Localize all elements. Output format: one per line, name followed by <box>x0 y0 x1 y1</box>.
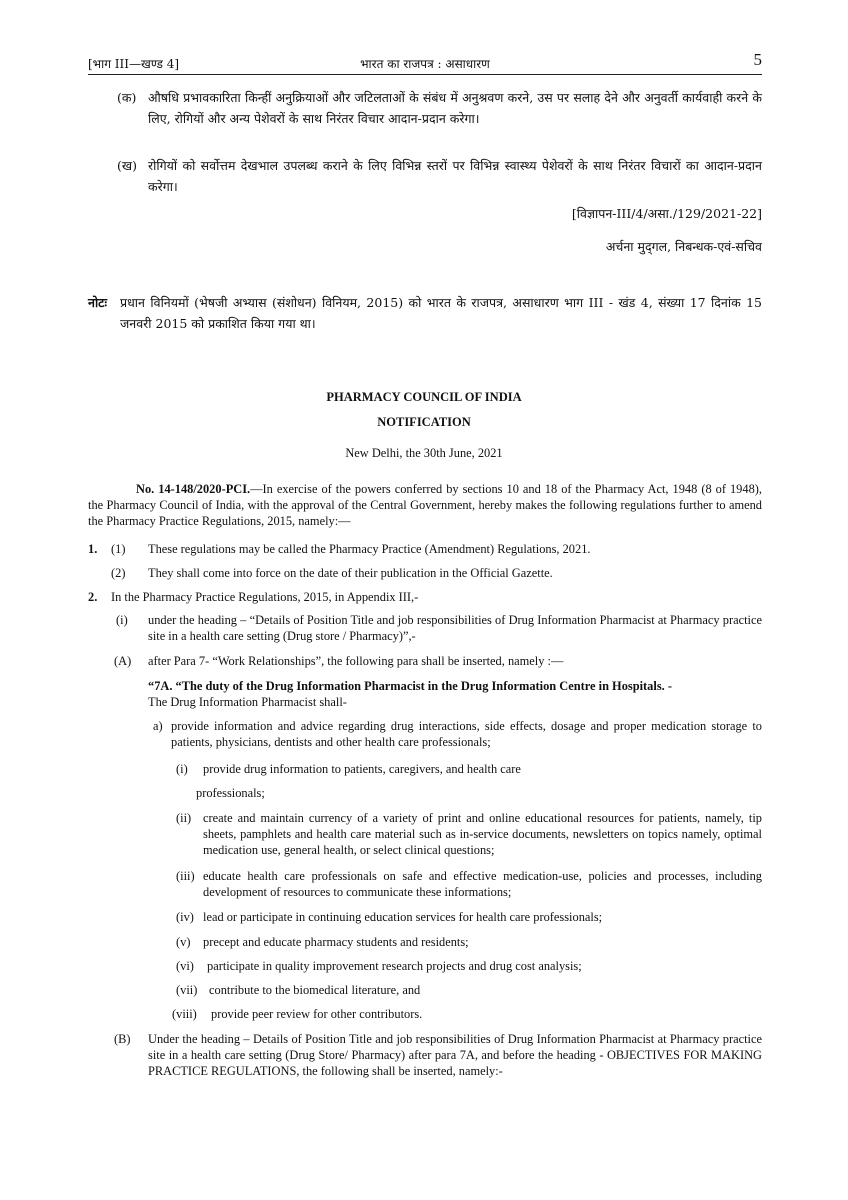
notification-title: NOTIFICATION <box>377 415 471 429</box>
header-divider <box>88 74 762 75</box>
roman-item-ii-label: (ii) <box>176 811 192 825</box>
item-a-label: a) <box>153 719 163 733</box>
roman-item-v-text: precept and educate pharmacy students and residents; <box>203 935 469 949</box>
note-label: नोटः <box>88 295 108 310</box>
roman-item-iv-label: (iv) <box>176 910 194 924</box>
hindi-item-ka-text: औषधि प्रभावकारिता किन्हीं अनुक्रियाओं और जटिलताओं के संबंध में अनुश्रवण करने, उस पर सलाह देने और अनुवर्ती कार्यवाही करने के लिए, रोगियों और अन्य पेशेवरों के साथ निरंतर विचार आदान-प्रदान करेगा। <box>148 90 762 126</box>
roman-item-v-label: (v) <box>176 935 191 949</box>
roman-item-ii-text: create and maintain currency of a variety of print and online educational resources for patients, namely, tip sheets, pamphlets and health care material such as in-service documents, newsletters on topics namely, optimal medication use, general health, or select clinical questions; <box>203 811 762 857</box>
clause-2-B-label: (B) <box>114 1032 131 1046</box>
item-a-text: provide information and advice regarding drug interactions, side effects, dosage and proper medication storage to patients, physicians, dentists and other health care professionals; <box>171 719 762 749</box>
clause-2-B-text: Under the heading – Details of Position Title and job responsibilities of Drug Information Pharmacist at Pharmacy practice site in a health care setting (Drug Store/ Pharmacy) after para 7A, and before the heading - OBJECTIVES FOR MAKING PRACTICE REGULATIONS, the following shall be inserted, namely:- <box>148 1032 762 1078</box>
roman-item-viii-text: provide peer review for other contributors. <box>211 1007 423 1021</box>
clause-2-A-label: (A) <box>114 654 132 668</box>
hindi-item-kha-text: रोगियों को सर्वोत्तम देखभाल उपलब्ध कराने के लिए विभिन्न स्तरों पर विभिन्न स्वास्थ्य पेशेवरों के साथ निरंतर विचारों का आदान-प्रदान करेगा। <box>148 158 762 194</box>
roman-item-i-text: provide drug information to patients, caregivers, and health care <box>203 762 521 776</box>
para-7A-heading: “7A. “The duty of the Drug Information Pharmacist in the Drug Information Centre in Hospitals. - <box>148 679 672 693</box>
clause-1-sub1-text: These regulations may be called the Pharmacy Practice (Amendment) Regulations, 2021. <box>148 542 591 556</box>
roman-item-vii-label: (vii) <box>176 983 198 997</box>
hindi-item-ka-label: (क) <box>117 90 137 105</box>
clause-1-sub1-label: (1) <box>111 542 126 556</box>
roman-item-iv-text: lead or participate in continuing education services for health care professionals; <box>203 910 603 924</box>
roman-item-vi-label: (vi) <box>176 959 194 973</box>
roman-item-vii-text: contribute to the biomedical literature, and <box>209 983 421 997</box>
page-header <box>88 52 762 76</box>
clause-1-sub2-text: They shall come into force on the date of their publication in the Official Gazette. <box>148 566 553 580</box>
clause-2-i-text: under the heading – “Details of Position Title and job responsibilities of Drug Information Pharmacist at Pharmacy practice site in a health care setting (Drug store / Pharmacy)”,- <box>148 613 762 643</box>
notification-number: No. 14-148/2020-PCI. <box>136 482 251 496</box>
clause-1-sub2-label: (2) <box>111 566 126 580</box>
header-part: [भाग III—खण्ड 4] <box>88 57 180 71</box>
page-number: 5 <box>753 50 762 69</box>
note-text: प्रधान विनियमों (भेषजी अभ्यास (संशोधन) विनियम, 2015) को भारत के राजपत्र, असाधारण भाग III - खंड 4, संख्या 17 दिनांक 15 जनवरी 2015 को प्रकाशित किया गया था। <box>120 295 762 331</box>
para-7A-sub: The Drug Information Pharmacist shall- <box>148 695 347 709</box>
roman-item-vi-text: participate in quality improvement research projects and drug cost analysis; <box>207 959 582 973</box>
place-date: New Delhi, the 30th June, 2021 <box>345 446 503 460</box>
preamble <box>88 481 762 529</box>
roman-item-iii-text: educate health care professionals on safe and effective medication-use, policies and processes, including development of resources to communicate these informations; <box>203 869 762 899</box>
council-title: PHARMACY COUNCIL OF INDIA <box>326 390 522 404</box>
header-title: भारत का राजपत्र : असाधारण <box>360 57 490 71</box>
preamble-text: —In exercise of the powers conferred by sections 10 and 18 of the Pharmacy Act, 1948 (8 of 1948), the Pharmacy Council of India, with the approval of the Central Government, hereby makes the following regulations further to amend the Pharmacy Practice Regulations, 2015, namely:— <box>88 482 762 528</box>
signatory: अर्चना मुद्‌गल, निबन्धक-एवं-सचिव <box>605 239 762 254</box>
clause-2-A-text: after Para 7- “Work Relationships”, the following para shall be inserted, namely :— <box>148 654 564 668</box>
clause-1-number: 1. <box>88 542 98 556</box>
clause-2-text: In the Pharmacy Practice Regulations, 2015, in Appendix III,- <box>111 590 419 604</box>
roman-item-i-label: (i) <box>176 762 188 776</box>
roman-item-viii-label: (viii) <box>172 1007 197 1021</box>
roman-item-i-continuation: professionals; <box>196 786 265 800</box>
advertisement-reference: [विज्ञापन-III/4/असा./129/2021-22] <box>571 206 762 221</box>
clause-2-number: 2. <box>88 590 98 604</box>
clause-2-i-label: (i) <box>116 613 128 627</box>
hindi-item-kha-label: (ख) <box>117 158 137 173</box>
roman-item-iii-label: (iii) <box>176 869 195 883</box>
